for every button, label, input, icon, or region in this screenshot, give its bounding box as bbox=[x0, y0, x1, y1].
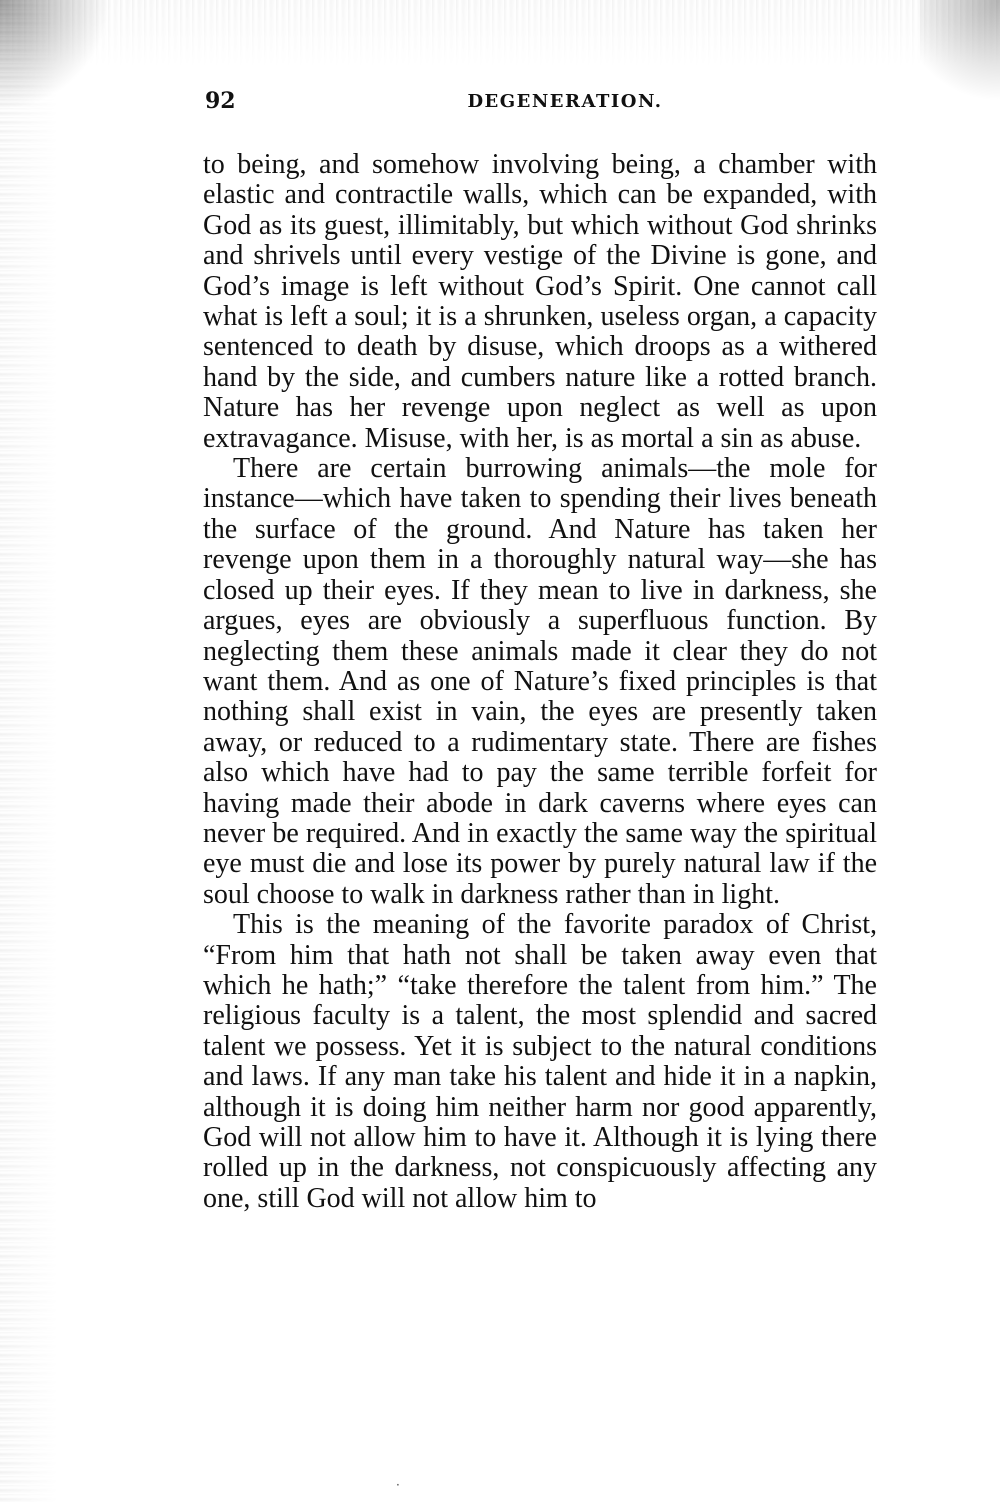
scan-corner-topright bbox=[920, 0, 1000, 120]
running-head bbox=[205, 88, 885, 122]
paragraph-1: to being, and somehow involving being, a chamber with elastic and contractile walls, which can be expanded, with God as its guest, illimitably, but which without God shrinks and shrivels until every vestige of the Divine is gone, and God’s image is left without God’s Spirit. One cannot call what is left a soul; it is a shrunken, useless organ, a capacity sentenced to death by disuse, which droops as a withered hand by the side, and cumbers nature like a rotted branch. Nature has her revenge upon neglect as well as upon extravagance. Misuse, with her, is as mortal a sin as abuse. bbox=[203, 149, 877, 454]
page-number: 92 bbox=[205, 88, 236, 114]
scan-edge-top bbox=[0, 0, 1000, 70]
paragraph-3: This is the meaning of the favorite paradox of Christ, “From him that hath not shall be taken away even that which he hath;” “take therefore the talent from him.” The religious faculty is a talent, the most splendid and sacred talent we possess. Yet it is subject to the natural conditions and laws. If any man take his talent and hide it in a napkin, although it is doing him neither harm nor good apparently, God will not allow him to have it. Although it is lying there rolled up in the darkness, not conspicuously affecting any one, still God will not allow him to bbox=[203, 909, 877, 1214]
body-text bbox=[203, 150, 877, 1214]
scan-edge-left bbox=[0, 0, 60, 1502]
scan-corner-topleft bbox=[0, 0, 110, 110]
paragraph-2: There are certain burrowing animals—the mole for instance—which have taken to spending their lives beneath the surface of the ground. And Nature has taken her revenge upon them in a thoroughly natural way—she has closed up their eyes. If they mean to live in darkness, she argues, eyes are obviously a superfluous function. By neglecting them these animals made it clear they do not want them. And as one of Nature’s fixed principles is that nothing shall exist in vain, the eyes are presently taken away, or reduced to a rudimentary state. There are fishes also which have had to pay the same terrible forfeit for having made their abode in dark caverns where eyes can never be required. And in exactly the same way the spiritual eye must die and lose its power by purely natural law if the soul choose to walk in darkness rather than in light. bbox=[203, 453, 877, 910]
running-title: DEGENERATION. bbox=[467, 91, 663, 112]
bottom-mark: · bbox=[396, 1478, 400, 1492]
